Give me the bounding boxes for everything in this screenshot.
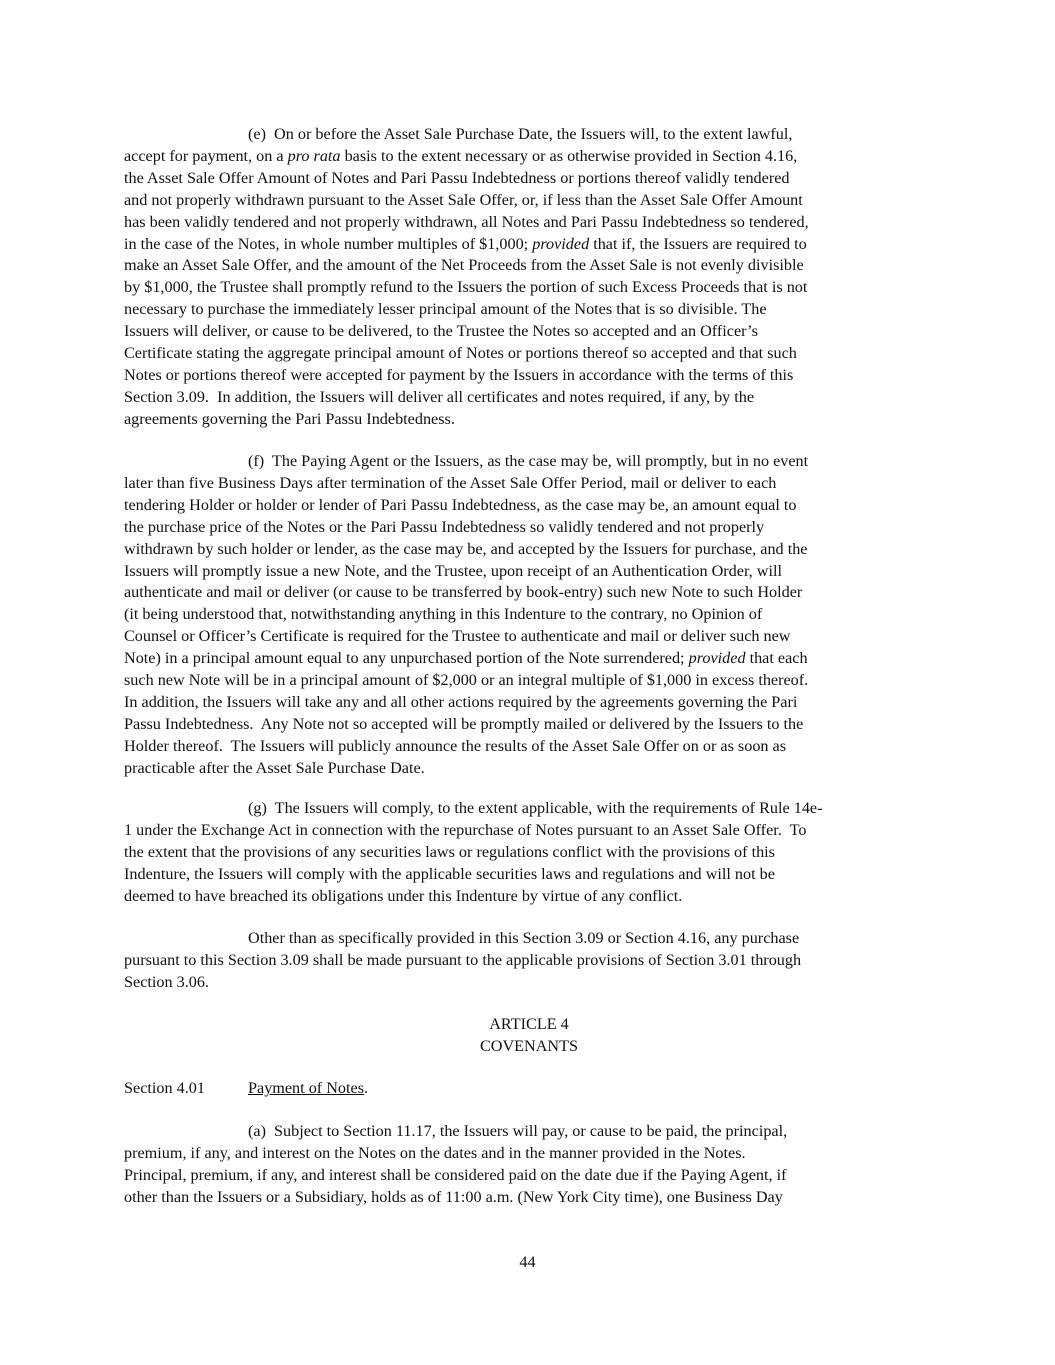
paragraph-e-line: accept for payment, on a pro rata basis to the extent necessary or as otherwise provided in Section 4.16,	[124, 146, 798, 165]
paragraph-e-line: Certificate stating the aggregate principal amount of Notes or portions thereof so accepted and that such	[124, 344, 797, 363]
paragraph-a-line: other than the Issuers or a Subsidiary, holds as of 11:00 a.m. (New York City time), one Business Day	[124, 1187, 783, 1206]
paragraph-a-line: (a) Subject to Section 11.17, the Issuers will pay, or cause to be paid, the principal,	[248, 1122, 788, 1140]
paragraph-f-line: such new Note will be in a principal amount of $2,000 or an integral multiple of $1,000 in excess thereof.	[124, 671, 809, 690]
paragraph-a-line: Principal, premium, if any, and interest shall be considered paid on the date due if the Paying Agent, if	[124, 1165, 787, 1184]
paragraph-f-line: the purchase price of the Notes or the Pari Passu Indebtedness so validly tendered and not properly	[124, 517, 765, 536]
section-heading	[124, 1078, 934, 1100]
paragraph-e-line: the Asset Sale Offer Amount of Notes and Pari Passu Indebtedness or portions thereof validly tendered	[124, 168, 790, 187]
article-title: COVENANTS	[479, 1036, 579, 1055]
paragraph-f-line: Issuers will promptly issue a new Note, and the Trustee, upon receipt of an Authentication Order, will	[124, 561, 782, 580]
paragraph-f-line: (f) The Paying Agent or the Issuers, as the case may be, will promptly, but in no event	[248, 452, 809, 470]
paragraph-e-line: Notes or portions thereof were accepted for payment by the Issuers in accordance with the terms of this	[124, 365, 794, 384]
article-heading	[124, 1014, 934, 1058]
paragraph-a-line: premium, if any, and interest on the Notes on the dates and in the manner provided in the Notes.	[124, 1143, 746, 1162]
paragraph-f-line: In addition, the Issuers will take any and all other actions required by the agreements governing the Pari	[124, 692, 798, 711]
paragraph-f	[124, 451, 934, 780]
paragraph-f-line: Note) in a principal amount equal to any unpurchased portion of the Note surrendered; provided that each	[124, 649, 808, 668]
paragraph-e	[124, 124, 934, 431]
section-number: Section 4.01	[124, 1079, 205, 1097]
paragraph-f-line: Counsel or Officer’s Certificate is required for the Trustee to authenticate and mail or deliver such new	[124, 627, 791, 646]
paragraph-a	[124, 1121, 934, 1209]
paragraph-e-line: agreements governing the Pari Passu Indebtedness.	[124, 409, 455, 428]
paragraph-other-than	[124, 928, 934, 994]
italic-term: provided	[688, 649, 746, 668]
italic-term: provided	[532, 234, 590, 253]
paragraph-f-line: Passu Indebtedness. Any Note not so accepted will be promptly mailed or delivered by the Issuers to the	[124, 714, 804, 733]
paragraph-other-line: pursuant to this Section 3.09 shall be made pursuant to the applicable provisions of Section 3.01 through	[124, 950, 802, 969]
section-title: Payment of Notes	[248, 1079, 364, 1097]
paragraph-f-line: practicable after the Asset Sale Purchase Date.	[124, 758, 425, 777]
paragraph-g-line: the extent that the provisions of any securities laws or regulations conflict with the provisions of this	[124, 842, 775, 861]
paragraph-f-line: tendering Holder or holder or lender of Pari Passu Indebtedness, as the case may be, an amount equal to	[124, 495, 797, 514]
italic-term: pro rata	[287, 146, 341, 165]
page-number: 44	[519, 1253, 536, 1271]
section-title-period: .	[364, 1079, 369, 1097]
paragraph-e-line: Section 3.09. In addition, the Issuers will deliver all certificates and notes required, if any, by the	[124, 387, 755, 406]
paragraph-e-line: in the case of the Notes, in whole number multiples of $1,000; provided that if, the Issuers are required to	[124, 234, 807, 253]
paragraph-f-line: Holder thereof. The Issuers will publicly announce the results of the Asset Sale Offer on or as soon as	[124, 736, 787, 755]
paragraph-e-line: make an Asset Sale Offer, and the amount of the Net Proceeds from the Asset Sale is not evenly divisible	[124, 256, 804, 275]
paragraph-e-line: necessary to purchase the immediately lesser principal amount of the Notes that is so divisible. The	[124, 300, 767, 319]
paragraph-g-line: 1 under the Exchange Act in connection with the repurchase of Notes pursuant to an Asset Sale Offer. To	[124, 820, 807, 839]
paragraph-e-line: by $1,000, the Trustee shall promptly refund to the Issuers the portion of such Excess Proceeds that is not	[124, 278, 808, 297]
paragraph-g-line: (g) The Issuers will comply, to the extent applicable, with the requirements of Rule 14e-	[248, 799, 823, 817]
paragraph-e-line: and not properly withdrawn pursuant to the Asset Sale Offer, or, if less than the Asset Sale Offer Amount	[124, 190, 803, 209]
article-number: ARTICLE 4	[489, 1015, 569, 1033]
paragraph-g-line: Indenture, the Issuers will comply with the applicable securities laws and regulations and will not be	[124, 864, 775, 883]
paragraph-e-line: has been validly tendered and not properly withdrawn, all Notes and Pari Passu Indebtedness so tendered,	[124, 212, 809, 231]
paragraph-f-line: authenticate and mail or deliver (or cause to be transferred by book-entry) such new Note to such Holder	[124, 583, 803, 602]
paragraph-e-line: Issuers will deliver, or cause to be delivered, to the Trustee the Notes so accepted and an Officer’s	[124, 322, 758, 341]
paragraph-g-line: deemed to have breached its obligations under this Indenture by virtue of any conflict.	[124, 886, 683, 905]
paragraph-f-line: withdrawn by such holder or lender, as the case may be, and accepted by the Issuers for purchase, and the	[124, 539, 808, 558]
paragraph-other-line: Section 3.06.	[124, 972, 209, 991]
paragraph-f-line: later than five Business Days after termination of the Asset Sale Offer Period, mail or deliver to each	[124, 473, 777, 492]
paragraph-f-line: (it being understood that, notwithstanding anything in this Indenture to the contrary, no Opinion of	[124, 605, 763, 624]
paragraph-e-line: (e) On or before the Asset Sale Purchase Date, the Issuers will, to the extent lawful,	[248, 125, 793, 143]
paragraph-g	[124, 798, 934, 908]
paragraph-other-line: Other than as specifically provided in this Section 3.09 or Section 4.16, any purchase	[248, 929, 800, 947]
